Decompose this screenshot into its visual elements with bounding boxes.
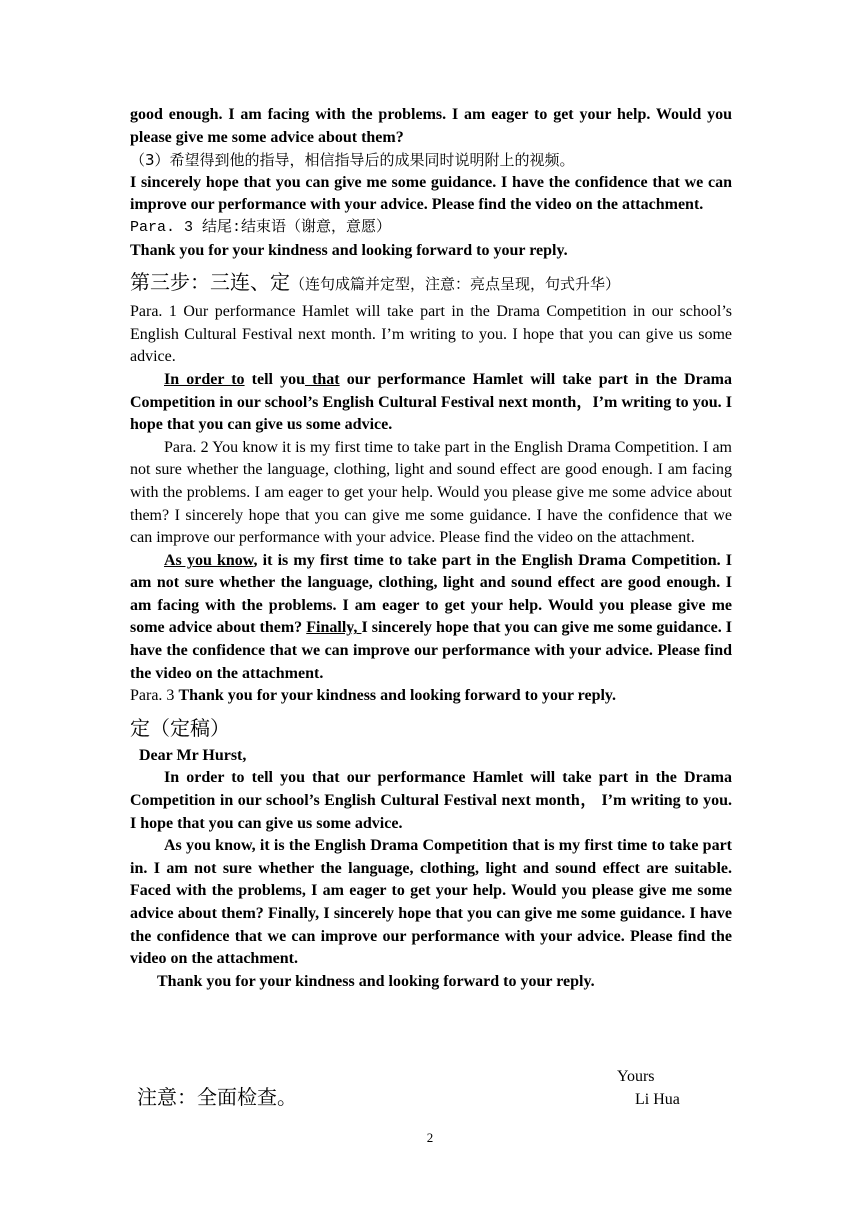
text-line: Thank you for your kindness and looking forward to your reply. — [130, 241, 568, 259]
final-heading: 定（定稿） — [130, 715, 230, 740]
highlight-phrase: In order to — [164, 370, 245, 388]
text-run: I sincerely hope that you can give me some guidance. I have the confidence that we can improve our performance with your advice. Please find the video on the attachment. — [130, 619, 733, 682]
text-run: , it is my first time to take part in the English Drama Competition. I am not sure whether the language, clothing, light and sound effect are good enough. I am facing with the problems. I am eager to get your help. Would you please give me some advice about them? — [130, 551, 732, 637]
para3 — [130, 685, 732, 708]
letter-para3: Thank you for your kindness and looking forward to your reply. — [157, 972, 595, 990]
text-run: tell you — [244, 370, 305, 388]
letter-signature: Li Hua — [635, 1091, 680, 1108]
letter-para2: As you know, it is the English Drama Competition that is my first time to take part in. I am not sure whether the language, clothing, light and sound effect are suitable. Faced with the problems, I am eager to get your help. Would you please give me some advice about them? Finally, I sincerely hope that you can give me some guidance. I have the confidence that we can improve our performance with your advice. Please find the video on the attachment. — [130, 837, 732, 968]
highlight-phrase: that — [304, 370, 340, 388]
outline-point-3: （3）希望得到他的指导，相信指导后的成果同时说明附上的视频。 — [130, 151, 575, 170]
page-number: 2 — [426, 1130, 434, 1145]
para1-upgraded — [130, 369, 732, 437]
text-line: good enough. I am facing with the problems. I am eager to get your help. Would you please give me some advice about them? — [130, 106, 732, 146]
text-run: our performance Hamlet will take part in the Drama Competition in our school’s English Cultural Festival next month，I’m writing to you. I hope that you can give us some advice. — [130, 370, 732, 434]
para1-draft: Para. 1 Our performance Hamlet will take part in the Drama Competition in our school’s English Cultural Festival next month. I’m writing to you. I hope that you can give us some advice. — [130, 303, 732, 366]
step3-note: （连句成篇并定型，注意：亮点呈现，句式升华） — [290, 275, 621, 294]
step3-heading — [130, 266, 732, 300]
para2-upgraded — [130, 550, 732, 686]
highlight-phrase: Finally, — [306, 619, 362, 637]
para3-label: Para. 3 — [130, 687, 179, 705]
check-note: 注意：全面检查。 — [137, 1085, 297, 1109]
para3-text: Thank you for your kindness and looking forward to your reply. — [178, 687, 617, 705]
step3-title: 第三步：三连、定 — [130, 270, 290, 295]
para3-outline: Para. 3 结尾:结束语（谢意，意愿） — [130, 218, 392, 236]
letter-para1: In order to tell you that our performance Hamlet will take part in the Drama Competition in our school’s English Cultural Festival next month， I’m writing to you. I hope that you can give us some advice. — [130, 769, 732, 832]
letter-greeting: Dear Mr Hurst, — [139, 746, 247, 764]
document-body — [130, 104, 732, 993]
letter-closing: Yours — [617, 1068, 655, 1085]
text-line: I sincerely hope that you can give me some guidance. I have the confidence that we can improve our performance with your advice. Please find the video on the attachment. — [130, 173, 732, 214]
highlight-phrase: As you know — [164, 551, 254, 569]
para2-draft: Para. 2 You know it is my first time to take part in the English Drama Competition. I am not sure whether the language, clothing, light and sound effect are good enough. I am facing with the problems. I am eager to get your help. Would you please give me some advice about them? I sincerely hope that you can give me some guidance. I have the confidence that we can improve our performance with your advice. Please find the video on the attachment. — [130, 438, 732, 547]
